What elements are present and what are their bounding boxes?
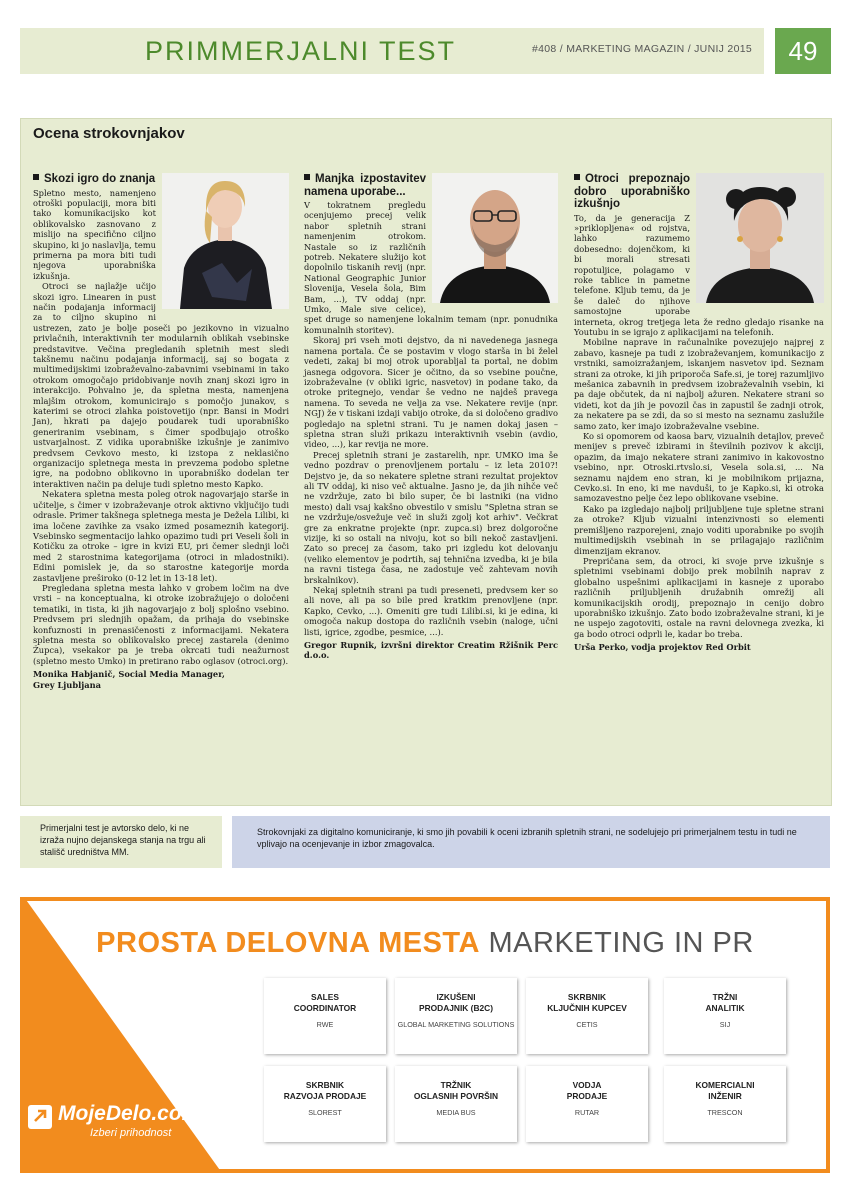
job-title-line: ANALITIK [705,1003,745,1013]
job-company: CETIS [576,1020,598,1029]
job-card[interactable] [526,978,648,1054]
expert-company-1: Grey Ljubljana [33,679,102,690]
job-title-line: RAZVOJA PRODAJE [283,1091,367,1101]
job-card[interactable] [395,978,517,1054]
paragraph: Ko si opomorem od kaosa barv, vizualnih detajlov, preveč menijev s preveč izbirami in številnih pozivov k akciji, opazim, da imajo nekatere strani zanimivo in kakovostno vsebino, npr. Otroski.rtvslo.si, Vesela sola.si, ... Na seznamu najdem eno stran, ki je mobilnikom prijazna, Cevko.si. In eno, ki me navduši, to je Kapko.si, ki otroka samozavestno pelje čez lepo oblikovane vsebine. [574,431,824,504]
paragraph: To, da je generacija Z »priklopljena« od rojstva, lahko razumemo dobesedno: dojenčkom, ki bi morali stresati ropotuljice, polagamo v roke tablice in pametne telefone. Kljub temu, da je še daleč do njihove samostojne uporabe interneta, okrog tretjega leta že redno gledajo risanke na Youtubu in se igrajo z aplikacijami na telefonih. [574,212,824,337]
job-company: TRESCON [707,1108,743,1117]
paragraph: V tokratnem pregledu ocenjujemo precej velik nabor spletnih strani namenjenim otrokom. Nastale so iz različnih potreb. Nekatere služijo kot dopolnilo tiskanih revij (npr. National Geographic Junior Slovenija, Vesela šola, Bim Bam, ...), TV oddaj (npr. Umko, Male sive celice), spet druge so namenjene lokalnim temam (npr. ponudnika komunalnih storitev). [304,200,558,335]
job-company: GLOBAL MARKETING SOLUTIONS [397,1020,515,1029]
job-title-line: INŽENIR [708,1091,742,1101]
job-title-line: IZKUŠENI [436,992,476,1002]
job-title-line: PRODAJNIK (B2C) [419,1003,493,1013]
expert-column-2 [304,173,558,661]
bullet-square-icon [574,174,580,180]
job-company: MEDIA BUS [436,1108,476,1117]
mojedelo-logo[interactable] [28,1102,218,1151]
page-title: PRIMMERJALNI TEST [145,36,457,66]
brand-tagline: Izberi prihodnost [90,1127,172,1139]
ad-title [24,927,826,960]
expert-photo-1 [162,173,289,309]
bullet-square-icon [304,174,310,180]
job-title-line: COORDINATOR [293,1003,357,1013]
disclaimer-note: Primerjalni test je avtorsko delo, ki ne izraža nujno dejanskega stanja na trgu ali stališč uredništva MM. [20,816,222,868]
job-card[interactable] [395,1066,517,1142]
paragraph: Mobilne naprave in računalnike povezujejo najprej z zabavo, kasneje pa tudi z izobraževanjem, komunikacijo z vrstniki, samoizražanjem, iskanjem nasvetov ipd. Seznam strani za otroke, ki jih priporoča Safe.si, je torej razumljivo mešanica zabavnih in predvsem izobraževalnih vsebin, ki pa daje občutek, da ni najbolj ažuren. Nekatere strani so videti, kot da jih je povozil čas in zapustil še zadnji otrok, za nekatere pa se zdi, da so si mesto na seznamu zaslužile samo zato, ker imajo izobraževalne vsebine. [574,337,824,431]
paragraph: Nekaj spletnih strani pa tudi preseneti, predvsem ker so ali nove, ali pa so bile pred kratkim prenovljene (npr. Kapko, Cevko, ...). Omeniti gre tudi Lilibi.si, ki je edina, ki omogoča nakup dostopa do različnih vsebin (naloge, učni listi, igrice, zgodbe, pesmice, ...). [304,585,558,637]
paragraph: Kako pa izgledajo najbolj priljubljene tuje spletne strani za otroke? Kljub vizualni intenzivnosti so elementi premišljeno razporejeni, znajo voditi uporabnike po svojih multimedijskih vsebinah in se prilagajajo različnim dimenzijam ekranov. [574,503,824,556]
job-title-line: KOMERCIALNI [695,1080,755,1090]
expert-photo-3 [696,173,824,303]
page-number: 49 [775,28,831,74]
job-company: RUTAR [574,1108,600,1117]
expert-photo-2 [432,173,558,303]
job-card[interactable] [664,1066,786,1142]
expert-column-3 [574,173,824,653]
arrow-icon [28,1105,52,1129]
job-card[interactable] [526,1066,648,1142]
job-company: SLOREST [308,1108,342,1117]
expert-heading-2: Manjka izpostavitev namena uporabe... [304,173,426,198]
paragraph: Nekatera spletna mesta poleg otrok nagovarjajo starše in učitelje, s čimer v izobraževanje otrok aktivno vključijo tudi odrasle. Primer takšnega spletnega mesta je Dežela Lilibi, ki ima ločene zavihke za vsako izmed posameznih kategorij. Vsebinsko segmentacijo lahko opazimo tudi pri Veseli šoli in Kotičku za otroke – igre in kvizi EU, pri čemer slednji loči med 2 starostnima kategorijama (otroci in mladostniki). Edini pomislek je, da so starostne kategorije morda zastavljene preširoko (0-12 let in 13-18 let). [33,489,289,583]
expert-signature-1: Monika Habjanič, Social Media Manager, [33,669,225,680]
page-header [20,28,764,74]
expert-signature-2: Gregor Rupnik, izvršni direktor Creatim Ržišnik Perc d.o.o. [304,640,558,661]
brand-name: MojeDelo.com [58,1102,201,1125]
ad-title-bold: PROSTA DELOVNA MESTA [96,927,480,959]
issue-info: #408 / MARKETING MAGAZIN / JUNIJ 2015 [532,43,752,55]
job-title-line: KLJUČNIH KUPCEV [547,1003,627,1013]
job-title-line: OGLASNIH POVRŠIN [413,1091,499,1101]
expert-heading-1: Skozi igro do znanja [33,173,289,186]
job-title-line: SALES [311,992,339,1002]
experts-note: Strokovnjaki za digitalno komuniciranje, ki smo jih povabili k oceni izbranih spletnih strani, ne sodelujejo pri primerjalnem testu in tudi ne vplivajo na ocenjevanje in izbor zmagovalca. [232,816,830,868]
expert-column-1 [33,173,289,690]
job-company: SIJ [719,1020,731,1029]
paragraph: Precej spletnih strani je zastarelih, npr. UMKO ima še vedno pozdrav o prenovljenem portalu – iz leta 2010?! Dejstvo je, da so nekatere spletne strani rezultat projektov ali TV oddaj, ki niso več aktualne. Jasno je, da jih nihče več ne vzdržuje, zato bi bilo super, če bi lastniki (na vidno mesto) dali vsaj kakšno obvestilo v smislu "Spletna stran se ne vzdržuje/osvežuje več in služi zgolj kot arhiv". Večkrat gre za enkratne projekte (npr. zupca.si) brez dolgoročne vizije, ki so ostali na nivoju, kot so bili nekoč zastavljeni. Zato so precej za časom, tako pri izgledu kot delovanju (veliko elementov je podrtih, saj tehnična izvedba, ki je bila na ravni tistega časa, ne zadostuje več zahtevam novih brskalnikov). [304,449,558,585]
expert-signature-3: Urša Perko, vodja projektov Red Orbit [574,642,751,653]
expert-heading-3: Otroci prepoznajo dobro uporabniško izkušnjo [574,173,690,210]
job-title-line: TRŽNI [712,992,738,1002]
job-title-line: SKRBNIK [567,992,607,1002]
paragraph: Pregledana spletna mesta lahko v grobem ločim na dve vrsti – na konceptualna, ki otroke izobražujejo o določeni tematiki, in tista, ki jih nagovarjajo z bolj splošno vsebino. Predvsem pri slednjih opažam, da prihaja do vsebinske konfuznosti in prenasičenosti z informacijami. Nekatera spletna mesta so oblikovalsko precej zastarela (denimo Župca), vsekakor pa je treba okrcati tudi neažurnost (spletno mesto Umko) in pretirano rabo oglasov (otroci.org). [33,582,289,666]
job-title-line: SKRBNIK [305,1080,345,1090]
job-card[interactable] [264,978,386,1054]
bullet-square-icon [33,174,39,180]
section-title: Ocena strokovnjakov [33,125,185,142]
paragraph: Spletno mesto, namenjeno otroški populaciji, mora biti tako komunikacijsko kot oblikovalsko zasnovano z mislijo na specifično ciljno skupino, ki jo naslavlja, temu primerna pa mora biti tudi njegova uporabniška izkušnja. [33,187,156,281]
ad-title-rest: MARKETING IN PR [488,927,754,959]
paragraph: Otroci se najlažje učijo skozi igro. Linearen in pust način podajanja informacij za to ciljno skupino ni ustrezen, zato je bolje poseči po jezikovno in vizualno privlačnih, interaktivnih ter modularnih oblikah vsebinske predstavitve. Večina pregledanih spletnih mest sledi takšnemu načinu podajanja informacij, saj so bogata z multimedijskimi izobraževalno-zabavnimi vsebinami in tako otrokom omogočajo pridobivanje novih znanj skozi igro in interakcijo. Pohvalno je, da spletna mesta, namenjena mlajšim otrokom, komunicirajo s pomočjo junakov, s katerimi se otroci zlahka poistovetijo (npr. Bansi in Modri Jan), hkrati pa dajejo poudarek tudi uporabniško generiranim vsebinam, s čimer spodbujajo otroško ustvarjalnost. Z vidika uporabniške izkušnje je zanimivo predvsem Cevkovo mesto, ki izstopa z neklasično organizacijo spletnega mesta in prevzema podobo spletne igre, na podobno oblikovno in uporabniško dodelan ter interaktiven način pa deluje tudi spletno mesto Kapko. [33,281,289,489]
paragraph: Prepričana sem, da otroci, ki svoje prve izkušnje s spletnimi vsebinami dobijo prek mobilnih naprav z globalno uspešnimi aplikacijami in kasneje z uporabo različnih priljubljenih družabnih omrežij ali komunikacijskih orodij, prepoznajo in cenijo dobro uporabniško izkušnjo. Zato bodo izobraževalne strani, ki je ne uspejo zagotoviti, ostale na ravni delovnega zvezka, ki ga bodo otroci odprli le, kadar bo treba. [574,555,824,639]
job-company: RWE [316,1020,334,1029]
expert-review-panel [20,118,832,806]
job-ad-banner[interactable] [20,897,830,1173]
job-title-line: VODJA [572,1080,602,1090]
job-card[interactable] [264,1066,386,1142]
job-title-line: TRŽNIK [440,1080,472,1090]
job-card[interactable] [664,978,786,1054]
job-title-line: PRODAJE [566,1091,608,1101]
paragraph: Skoraj pri vseh moti dejstvo, da ni navedenega jasnega namena portala. Če se postavim v vlogo starša in bi želel vedeti, zakaj bi moj otrok uporabljal ta portal, ne dobim jasnega odgovora. Sicer je očitno, da so vsebine poučne, izobraževalne (v obliki igric, nasvetov) in podane tako, da otroke pritegnejo, vendar še vedno ne najdeš pravega namena. To seveda ne velja za vse. Nekatere revije (npr. NGJ) že v tiskani izdaji vabijo otroke, da si določeno gradivo pogledajo na spletni strani. Tu je namen dokaj jasen – spletna stran služi prikazu interaktivnih vsebin (avdio, video, ...), kar revija ne more. [304,335,558,450]
